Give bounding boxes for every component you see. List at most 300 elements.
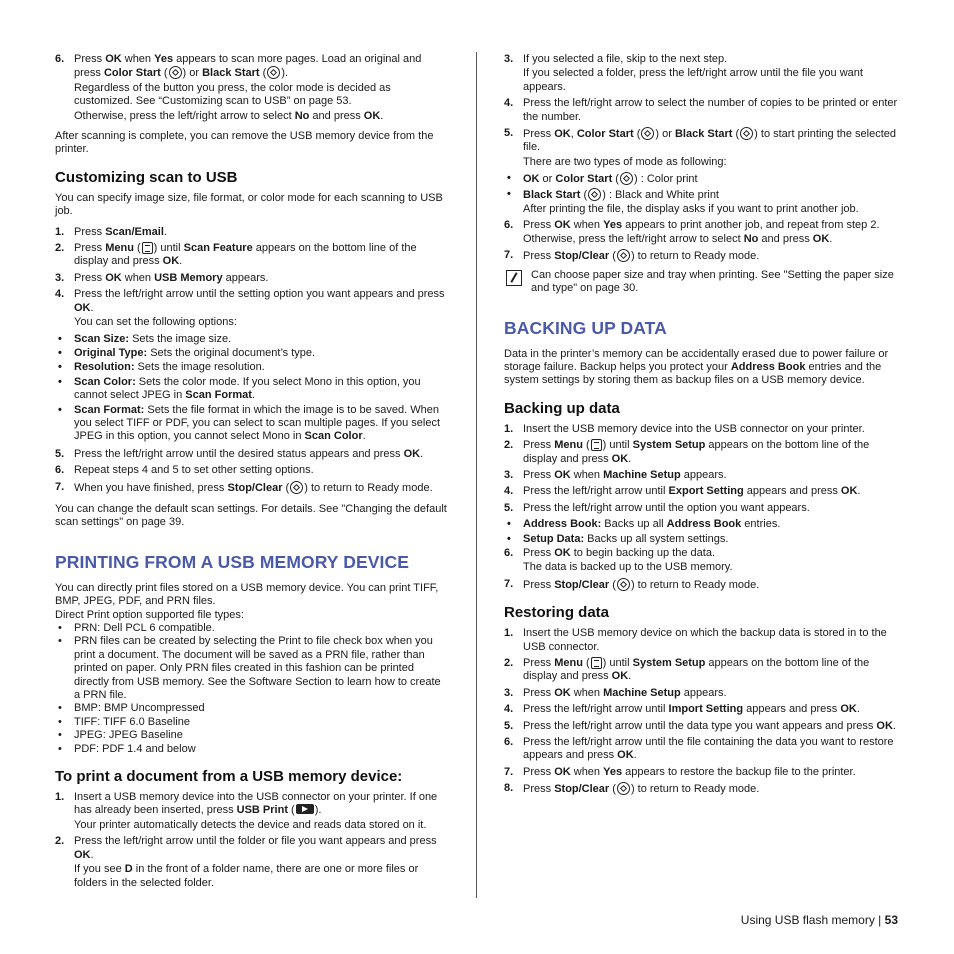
text: Press [523,468,555,481]
menu-button-icon [591,657,602,669]
text: Press the left/right arrow until [523,703,669,716]
option-text [523,518,780,530]
step-number: 5. [504,127,514,140]
text: Press the left/right arrow until the data type you want appears and press [523,719,877,732]
step-item [504,53,898,94]
text: You can set the following options: [74,316,237,329]
step-text [74,226,448,239]
text: ( [133,242,141,255]
bold-text: Address Book [730,360,806,373]
bold-text: Color Start [103,67,161,80]
text: Press [523,783,555,796]
bold-text: OK [403,447,421,460]
file-type-text: BMP: BMP Uncompressed [74,702,205,715]
step-subtext [74,863,448,890]
step-item [504,782,898,796]
text: Otherwise, press the left/right arrow to select [74,109,295,122]
customizing-after: You can change the default scan settings. For details. See "Changing the default scan settings" on page 39. [55,502,447,529]
bold-text: System Setup [632,439,706,452]
step-number: 2. [504,439,514,452]
text: when [570,765,604,778]
text: Press [74,271,106,284]
step-text [523,627,898,654]
file-type-text: PDF: PDF 1.4 and below [74,742,196,755]
step-number: 7. [504,765,514,778]
option-item [55,404,448,444]
text: appears. [680,468,727,481]
text: Press [523,546,555,559]
to-print-steps [55,791,448,890]
step-text [523,469,898,482]
text: appears to print another job, and repeat from step 2. Otherwise, press the left/right arrow to select [523,219,880,245]
option-item [504,518,898,531]
bold-text: OK [554,765,571,778]
bold-text: Scan Format: [74,403,145,416]
heading-backing-up-data: BACKING UP DATA [504,317,667,338]
bullet: • [58,361,62,374]
text: ( [582,657,590,669]
text: ( [288,804,295,817]
text: ) until [602,439,633,452]
step-item [55,835,448,890]
bold-text: Original Type: [74,346,148,359]
bold-text: Yes [603,219,623,232]
file-type-text: TIFF: TIFF 6.0 Baseline [74,715,190,728]
step-text [523,219,898,246]
bold-text: Stop/Clear [227,481,283,494]
file-type-item [55,635,448,702]
text: Press [74,225,106,238]
step-item [504,97,898,124]
option-text [74,333,231,345]
text: ) until [602,657,633,669]
step-number: 2. [55,242,65,255]
text: Press the left/right arrow until the folder or file you want appears and press [74,835,437,848]
step-item [504,736,898,763]
step-text [523,657,898,684]
text: ( [609,250,616,263]
text: and press [758,232,813,245]
step-number: 1. [55,791,65,804]
text: appears. [680,686,727,699]
step-text [523,547,898,560]
step-text [523,127,898,155]
start-button-icon [620,172,633,185]
bold-text: OK [105,53,122,65]
text: . [633,749,637,762]
bullet: • [58,702,62,715]
bold-text: OK [105,271,122,284]
bold-text: OK [617,749,634,762]
option-text [74,404,440,443]
step-number: 7. [504,249,514,262]
step-item [504,627,898,654]
text: . [163,225,167,238]
text: Repeat steps 4 and 5 to set other setting options. [74,464,314,477]
modes-after: After printing the file, the display asks if you want to print another job. [523,203,859,216]
step-number: 3. [504,468,514,481]
bold-text: Scan Format [185,389,252,402]
bullet: • [58,332,62,345]
text: ( [633,128,641,141]
text: Press [523,250,555,263]
text: appears on the bottom line of the display and press [74,242,417,268]
step-item [55,242,448,269]
option-item [504,172,898,186]
text: Backs up all [601,518,667,531]
text: appears and press [743,703,841,716]
step-item [55,448,448,461]
heading-printing-usb: PRINTING FROM A USB MEMORY DEVICE [55,551,409,572]
backup-steps-a [504,423,898,515]
text: ). [314,804,322,817]
print-steps-b [504,219,898,263]
print-file-types [55,622,448,756]
text: Press [74,53,106,65]
text: Insert a USB memory device into the USB connector on your printer. If one has already been inserted, press [74,791,438,817]
text: Sets the original document’s type. [147,346,316,359]
heading-backing-up: Backing up data [504,399,620,417]
file-type-item [55,622,448,635]
step-number: 6. [55,53,65,65]
start-button-icon [267,66,280,79]
bold-text: Black Start [523,188,581,201]
bold-text: Resolution: [74,361,135,374]
option-item [55,347,448,360]
text: ( [282,481,290,494]
step-item [55,53,448,123]
text: when [570,219,604,232]
bold-text: Scan Color: [74,375,136,388]
step-item [55,288,448,329]
step-text [523,249,898,263]
bold-text: Color Start [555,173,613,186]
bold-text: USB Memory [154,271,223,284]
bold-text: Yes [154,53,174,65]
step-number: 6. [504,219,514,232]
step-item [504,687,898,700]
text: ) : Color print [633,173,698,186]
text: Sets the file format in which the image is to be saved. When you select TIFF or PDF, you can select to scan multiple pages. If you select JPEG in this option, you cannot select Mono in [74,403,441,443]
step-number: 1. [504,422,514,435]
bold-text: OK [876,719,893,732]
step-item [55,272,448,285]
bullet: • [58,346,62,359]
text: appears. [222,271,269,284]
bold-text: OK [611,670,629,683]
text: . [251,389,255,402]
bold-text: No [743,232,759,245]
text: Backs up all system settings. [584,532,729,545]
text: . [628,670,632,683]
bullet: • [58,729,62,742]
step-number: 1. [504,627,514,640]
text: to begin backing up the data. [570,546,716,559]
bold-text: OK [523,173,540,186]
bullet: • [507,518,511,531]
bold-text: Address Book: [523,518,602,531]
text: . [380,109,384,122]
option-item [55,361,448,374]
print-modes [504,172,898,202]
option-text [74,347,315,359]
text: ( [609,578,616,591]
step-number: 4. [504,703,514,716]
step-text [74,464,448,477]
column-divider [476,52,477,898]
right-column [504,53,898,800]
option-text [523,173,698,185]
text: When you have finished, press [74,481,228,494]
text: Insert the USB memory device into the USB connector on your printer. [523,422,865,435]
backing-intro [504,348,898,388]
file-type-item [55,729,448,742]
option-item [55,376,448,403]
step-text [74,242,448,269]
step-number: 2. [55,835,65,848]
start-button-icon [617,249,630,262]
step-item [504,502,898,515]
text: ( [160,67,168,80]
option-text [523,533,728,545]
left-column [55,53,448,893]
text: Press the left/right arrow until the setting option you want appears and press [74,288,445,301]
text: . [420,447,424,460]
text: when [570,686,604,699]
text: Press the left/right arrow until the desired status appears and press [74,447,404,460]
text: . [362,430,366,443]
start-button-icon [290,481,303,494]
text: ) : Black and White print [602,188,719,201]
bold-text: D [124,863,133,876]
text: ) or [655,128,675,141]
step-text [74,791,448,818]
text: ) to start printing the selected file. [523,128,897,154]
step-number: 3. [504,686,514,699]
bold-text: System Setup [632,657,706,669]
backup-options [504,518,898,546]
heading-restoring: Restoring data [504,604,610,622]
step-item [504,720,898,733]
bold-text: Stop/Clear [554,250,610,263]
text: ( [259,67,267,80]
option-item [55,333,448,346]
step-subtext [74,82,448,109]
text: The data is backed up to the USB memory. [523,561,733,574]
step-text [74,288,448,315]
note-text: Can choose paper size and tray when printing. See "Setting the paper size and type" on page 30. [531,268,894,295]
step-item [55,791,448,832]
step-number: 6. [504,546,514,559]
start-button-icon [740,127,753,140]
step-number: 1. [55,225,65,238]
text: ) or [182,67,203,80]
step-text [523,439,898,466]
text: ) to return to Ready mode. [630,578,760,591]
step-text [523,578,898,592]
bullet: • [507,187,511,200]
text: Press [523,219,555,232]
file-type-item [55,743,448,756]
after-scan-text: After scanning is complete, you can remove the USB memory device from the printer. [55,130,434,156]
step-item [504,578,898,592]
step-number: 4. [504,485,514,498]
text: ) until [153,242,184,255]
bold-text: OK [812,232,830,245]
step-number: 4. [504,97,514,110]
step-item [504,657,898,684]
start-button-icon [169,66,182,79]
step-text [523,687,898,700]
bold-text: Color Start [576,128,634,141]
bold-text: Scan Color [304,430,363,443]
print-intro-2: Direct Print option supported file types: [55,608,244,621]
text: There are two types of mode as following: [523,155,727,168]
text: Press [523,578,555,591]
text: Press the left/right arrow until [523,485,669,498]
file-type-text: PRN files can be created by selecting the Print to file check box when you print a document. The document will be saved as a PRN file, rather than printed on paper. Only PRN files created in this fashion can be printed directly from USB memory. See the Software Section to learn how to create a PRN file. [74,635,441,702]
step-number: 6. [504,736,514,749]
step-item [504,485,898,498]
heading-to-print-document: To print a document from a USB memory device: [55,768,403,786]
bold-text: OK [74,848,91,861]
step-item [504,423,898,436]
step-text [523,423,898,436]
text: . [90,301,94,314]
footer-label: Using USB flash memory [740,913,875,927]
note-icon [506,270,522,286]
scan-steps-continued [55,53,448,123]
text: Data in the printer’s memory can be accidentally erased due to power failure or storage failure. Backup helps you protect your [504,347,889,373]
bold-text: Machine Setup [603,686,681,699]
step-number: 6. [55,464,65,477]
step-text [74,272,448,285]
text: or [539,173,556,186]
step-text [74,448,448,461]
option-item [504,533,898,546]
menu-button-icon [142,242,153,254]
text: If you selected a file, skip to the next step. [523,53,728,65]
text: ) to return to Ready mode. [630,783,760,796]
step-item [504,127,898,169]
step-subtext [74,819,448,832]
step-number: 5. [55,447,65,460]
step-subtext [523,67,898,94]
bold-text: Setup Data: [523,532,585,545]
start-button-icon [617,578,630,591]
text: in the front of a folder name, there are one or more files or folders in the selected folder. [74,863,419,889]
file-type-item [55,716,448,729]
text: ( [582,439,590,452]
option-item [504,188,898,202]
start-button-icon [588,188,601,201]
text: Sets the image size. [129,332,232,345]
step-number: 5. [504,501,514,514]
text: Press [74,242,106,255]
bold-text: OK [74,301,91,314]
step-text [523,97,898,124]
text: appears on the bottom line of the display and press [523,439,870,465]
bold-text: Menu [554,439,583,452]
step-subtext [74,110,448,123]
page-footer [741,914,898,927]
step-item [504,547,898,575]
text: ( [609,783,616,796]
step-number: 3. [55,271,65,284]
text: Press [523,128,555,141]
step-item [504,469,898,482]
text: Press [523,765,555,778]
text: when [121,271,155,284]
text: ) to return to Ready mode. [630,250,760,263]
step-text [523,782,898,796]
note-block [504,269,898,296]
text: Press [523,439,555,452]
text: appears to restore the backup file to the printer. [622,765,856,778]
text: ( [732,128,740,141]
file-type-text: JPEG: JPEG Baseline [74,729,183,742]
step-text [74,835,448,862]
text: Press [523,657,555,669]
step-text [523,485,898,498]
text: Press the left/right arrow until the file containing the data you want to restore appears and press [523,736,894,762]
step-number: 2. [504,657,514,669]
bold-text: OK [554,468,571,481]
bold-text: Menu [105,242,134,255]
bold-text: Menu [554,657,583,669]
bold-text: Scan Size: [74,332,130,345]
start-button-icon [617,782,630,795]
bold-text: Black Start [674,128,733,141]
bold-text: OK [840,703,857,716]
bold-text: Address Book [666,518,742,531]
text: Regardless of the button you press, the color mode is decided as customized. See “Customizing scan to USB” on page 53. [74,81,391,108]
step-number: 3. [504,53,514,65]
option-text [523,189,719,201]
start-button-icon [641,127,654,140]
customizing-steps-a [55,226,448,330]
text: ( [612,173,619,186]
customizing-steps-b [55,448,448,495]
text: appears and press [743,485,841,498]
text: . [628,452,632,465]
step-number: 7. [55,480,65,493]
text: appears on the bottom line of the display and press [523,657,870,683]
step-text [74,481,448,495]
bold-text: OK [363,109,381,122]
step-text [523,502,898,515]
file-type-text: PRN: Dell PCL 6 compatible. [74,622,215,634]
usb-button-icon [296,804,314,814]
bold-text: OK [554,219,571,232]
text: appears to scan more pages. Load an original and press [74,53,422,80]
customizing-options [55,333,448,444]
step-text [523,703,898,716]
bullet: • [58,715,62,728]
text: Press the left/right arrow to select the number of copies to be printed or enter the number. [523,97,898,123]
bullet: • [58,375,62,388]
bullet: • [58,742,62,755]
bullet: • [58,622,62,634]
text: . [892,719,896,732]
bold-text: Stop/Clear [554,578,610,591]
bold-text: OK [840,485,858,498]
bullet: • [507,532,511,545]
file-type-item [55,702,448,715]
bold-text: OK [162,255,180,268]
footer-separator: | [878,913,882,927]
text: Sets the image resolution. [134,361,265,374]
